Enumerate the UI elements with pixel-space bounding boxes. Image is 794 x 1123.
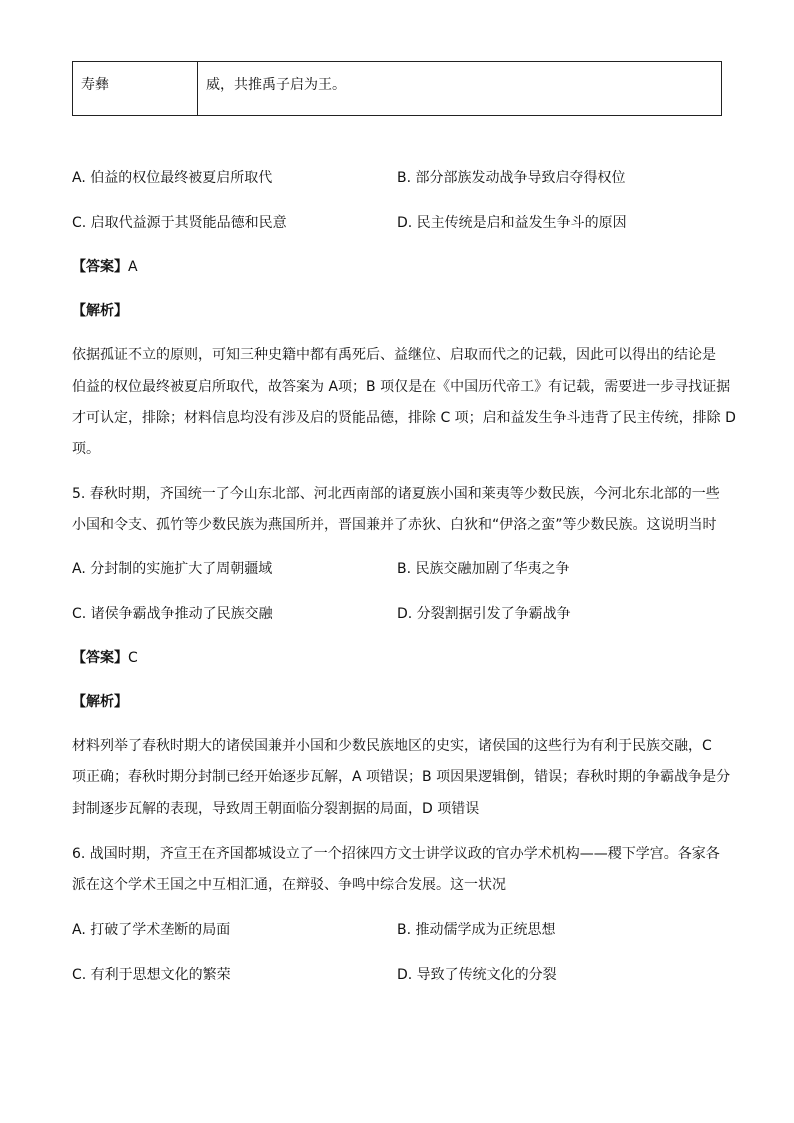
q6-option-a: A. 打破了学术垄断的局面	[72, 922, 231, 938]
q4-analysis-line-3: 才可认定，排除；材料信息均没有涉及启的贤能品德，排除 C 项；启和益发生争斗违背了民主传统，排除 D	[72, 410, 736, 426]
source-table	[72, 61, 722, 116]
q5-analysis-line-3: 封制逐步瓦解的表现，导致周王朝面临分裂割据的局面，D 项错误	[72, 801, 480, 817]
answer-value: A	[128, 259, 138, 275]
q4-analysis-line-2: 伯益的权位最终被夏启所取代，故答案为 A项；B 项仅是在《中国历代帝工》有记载，需要进一步寻找证据	[72, 379, 731, 395]
q5-option-d: D. 分裂割据引发了争霸战争	[397, 606, 571, 622]
q4-analysis-label: 【解析】	[72, 303, 128, 319]
q4-option-b: B. 部分部族发动战争导致启夺得权位	[397, 170, 626, 186]
q5-stem-line-1: 5. 春秋时期，齐国统一了今山东北部、河北西南部的诸夏族小国和莱夷等少数民族，今河北东北部的一些	[72, 486, 720, 502]
answer-label: 【答案】	[72, 259, 128, 275]
q4-analysis-line-1: 依据孤证不立的原则，可知三种史籍中都有禹死后、益继位、启取而代之的记载，因此可以得出的结论是	[72, 347, 716, 363]
q6-option-b: B. 推动儒学成为正统思想	[397, 922, 556, 938]
q5-option-b: B. 民族交融加剧了华夷之争	[397, 561, 570, 577]
q6-option-c: C. 有利于思想文化的繁荣	[72, 967, 231, 983]
q6-stem-line-2: 派在这个学术王国之中互相汇通，在辩驳、争鸣中综合发展。这一状况	[72, 877, 506, 893]
q5-option-c: C. 诸侯争霸战争推动了民族交融	[72, 606, 273, 622]
table-cell-source: 寿彝	[73, 62, 198, 116]
answer-value: C	[128, 650, 138, 666]
q5-analysis-label: 【解析】	[72, 694, 128, 710]
q6-option-d: D. 导致了传统文化的分裂	[397, 967, 557, 983]
q4-analysis-line-4: 项。	[72, 441, 100, 457]
answer-label: 【答案】	[72, 650, 128, 666]
table-row	[73, 62, 722, 116]
q5-option-a: A. 分封制的实施扩大了周朝疆域	[72, 561, 273, 577]
q5-analysis-line-1: 材料列举了春秋时期大的诸侯国兼并小国和少数民族地区的史实，诸侯国的这些行为有利于民族交融，C	[72, 738, 712, 754]
table-cell-content: 威，共推禹子启为王。	[198, 62, 722, 116]
q5-analysis-line-2: 项正确；春秋时期分封制已经开始逐步瓦解，A 项错误；B 项因果逻辑倒，错误；春秋时期的争霸战争是分	[72, 769, 731, 785]
q4-option-c: C. 启取代益源于其贤能品德和民意	[72, 215, 287, 231]
q5-answer	[72, 648, 138, 668]
q4-option-d: D. 民主传统是启和益发生争斗的原因	[397, 215, 627, 231]
q5-stem-line-2: 小国和令支、孤竹等少数民族为燕国所并，晋国兼并了赤狄、白狄和“伊洛之蛮”等少数民族。这说明当时	[72, 517, 717, 533]
q4-option-a: A. 伯益的权位最终被夏启所取代	[72, 170, 273, 186]
q6-stem-line-1: 6. 战国时期，齐宣王在齐国都城设立了一个招徕四方文士讲学议政的官办学术机构——稷下学宫。各家各	[72, 846, 720, 862]
q4-answer	[72, 257, 138, 277]
